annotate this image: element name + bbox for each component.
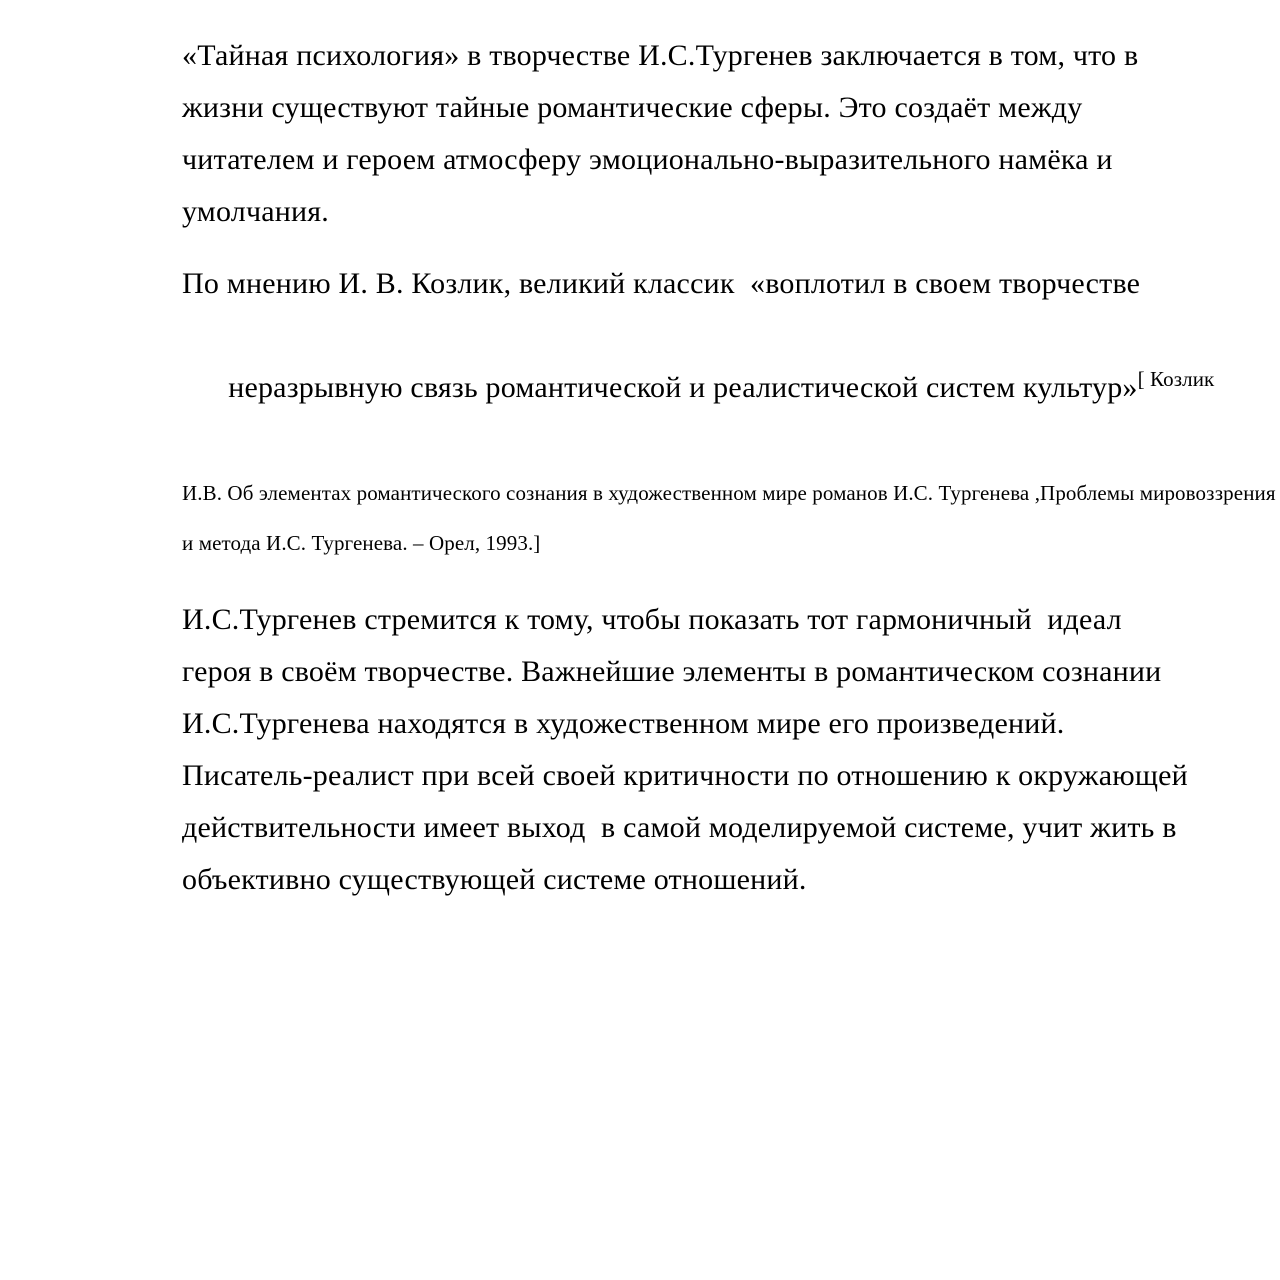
text-line: умолчания.	[182, 195, 329, 228]
text-line: жизни существуют тайные романтические сферы. Это создаёт между	[182, 91, 1083, 124]
citation-line: и метода И.С. Тургенева. – Орел, 1993.]	[182, 531, 541, 555]
text-line: действительности имеет выход в самой моделируемой системе, учит жить в	[182, 811, 1177, 844]
text-line: И.С.Тургенева находятся в художественном мире его произведений.	[182, 707, 1065, 740]
text-line: По мнению И. В. Козлик, великий классик «воплотил в своем творчестве	[182, 267, 1141, 300]
text-line: И.С.Тургенев стремится к тому, чтобы показать тот гармоничный идеал	[182, 603, 1122, 636]
text-line: Писатель-реалист при всей своей критичности по отношению к окружающей	[182, 759, 1188, 792]
text-line-with-reference	[182, 310, 1220, 468]
citation-line: И.В. Об элементах романтического сознания в художественном мире романов И.С. Тургенева ,Проблемы мировоззрения	[182, 481, 1276, 505]
text-line: «Тайная психология» в творчестве И.С.Тургенев заключается в том, что в	[182, 39, 1139, 72]
quote-text: неразрывную связь романтической и реалистической систем культур»	[228, 371, 1138, 404]
text-line: героя в своём творчестве. Важнейшие элементы в романтическом сознании	[182, 655, 1162, 688]
citation-reference-marker: [ Козлик	[1137, 367, 1215, 391]
paragraph-kozlik-quote	[182, 258, 1276, 568]
text-line: читателем и героем атмосферу эмоционально-выразительного намёка и	[182, 143, 1113, 176]
text-line: объективно существующей системе отношений.	[182, 863, 807, 896]
paragraph-secret-psychology	[182, 30, 1220, 238]
paragraph-turgenev-ideal	[182, 594, 1220, 906]
